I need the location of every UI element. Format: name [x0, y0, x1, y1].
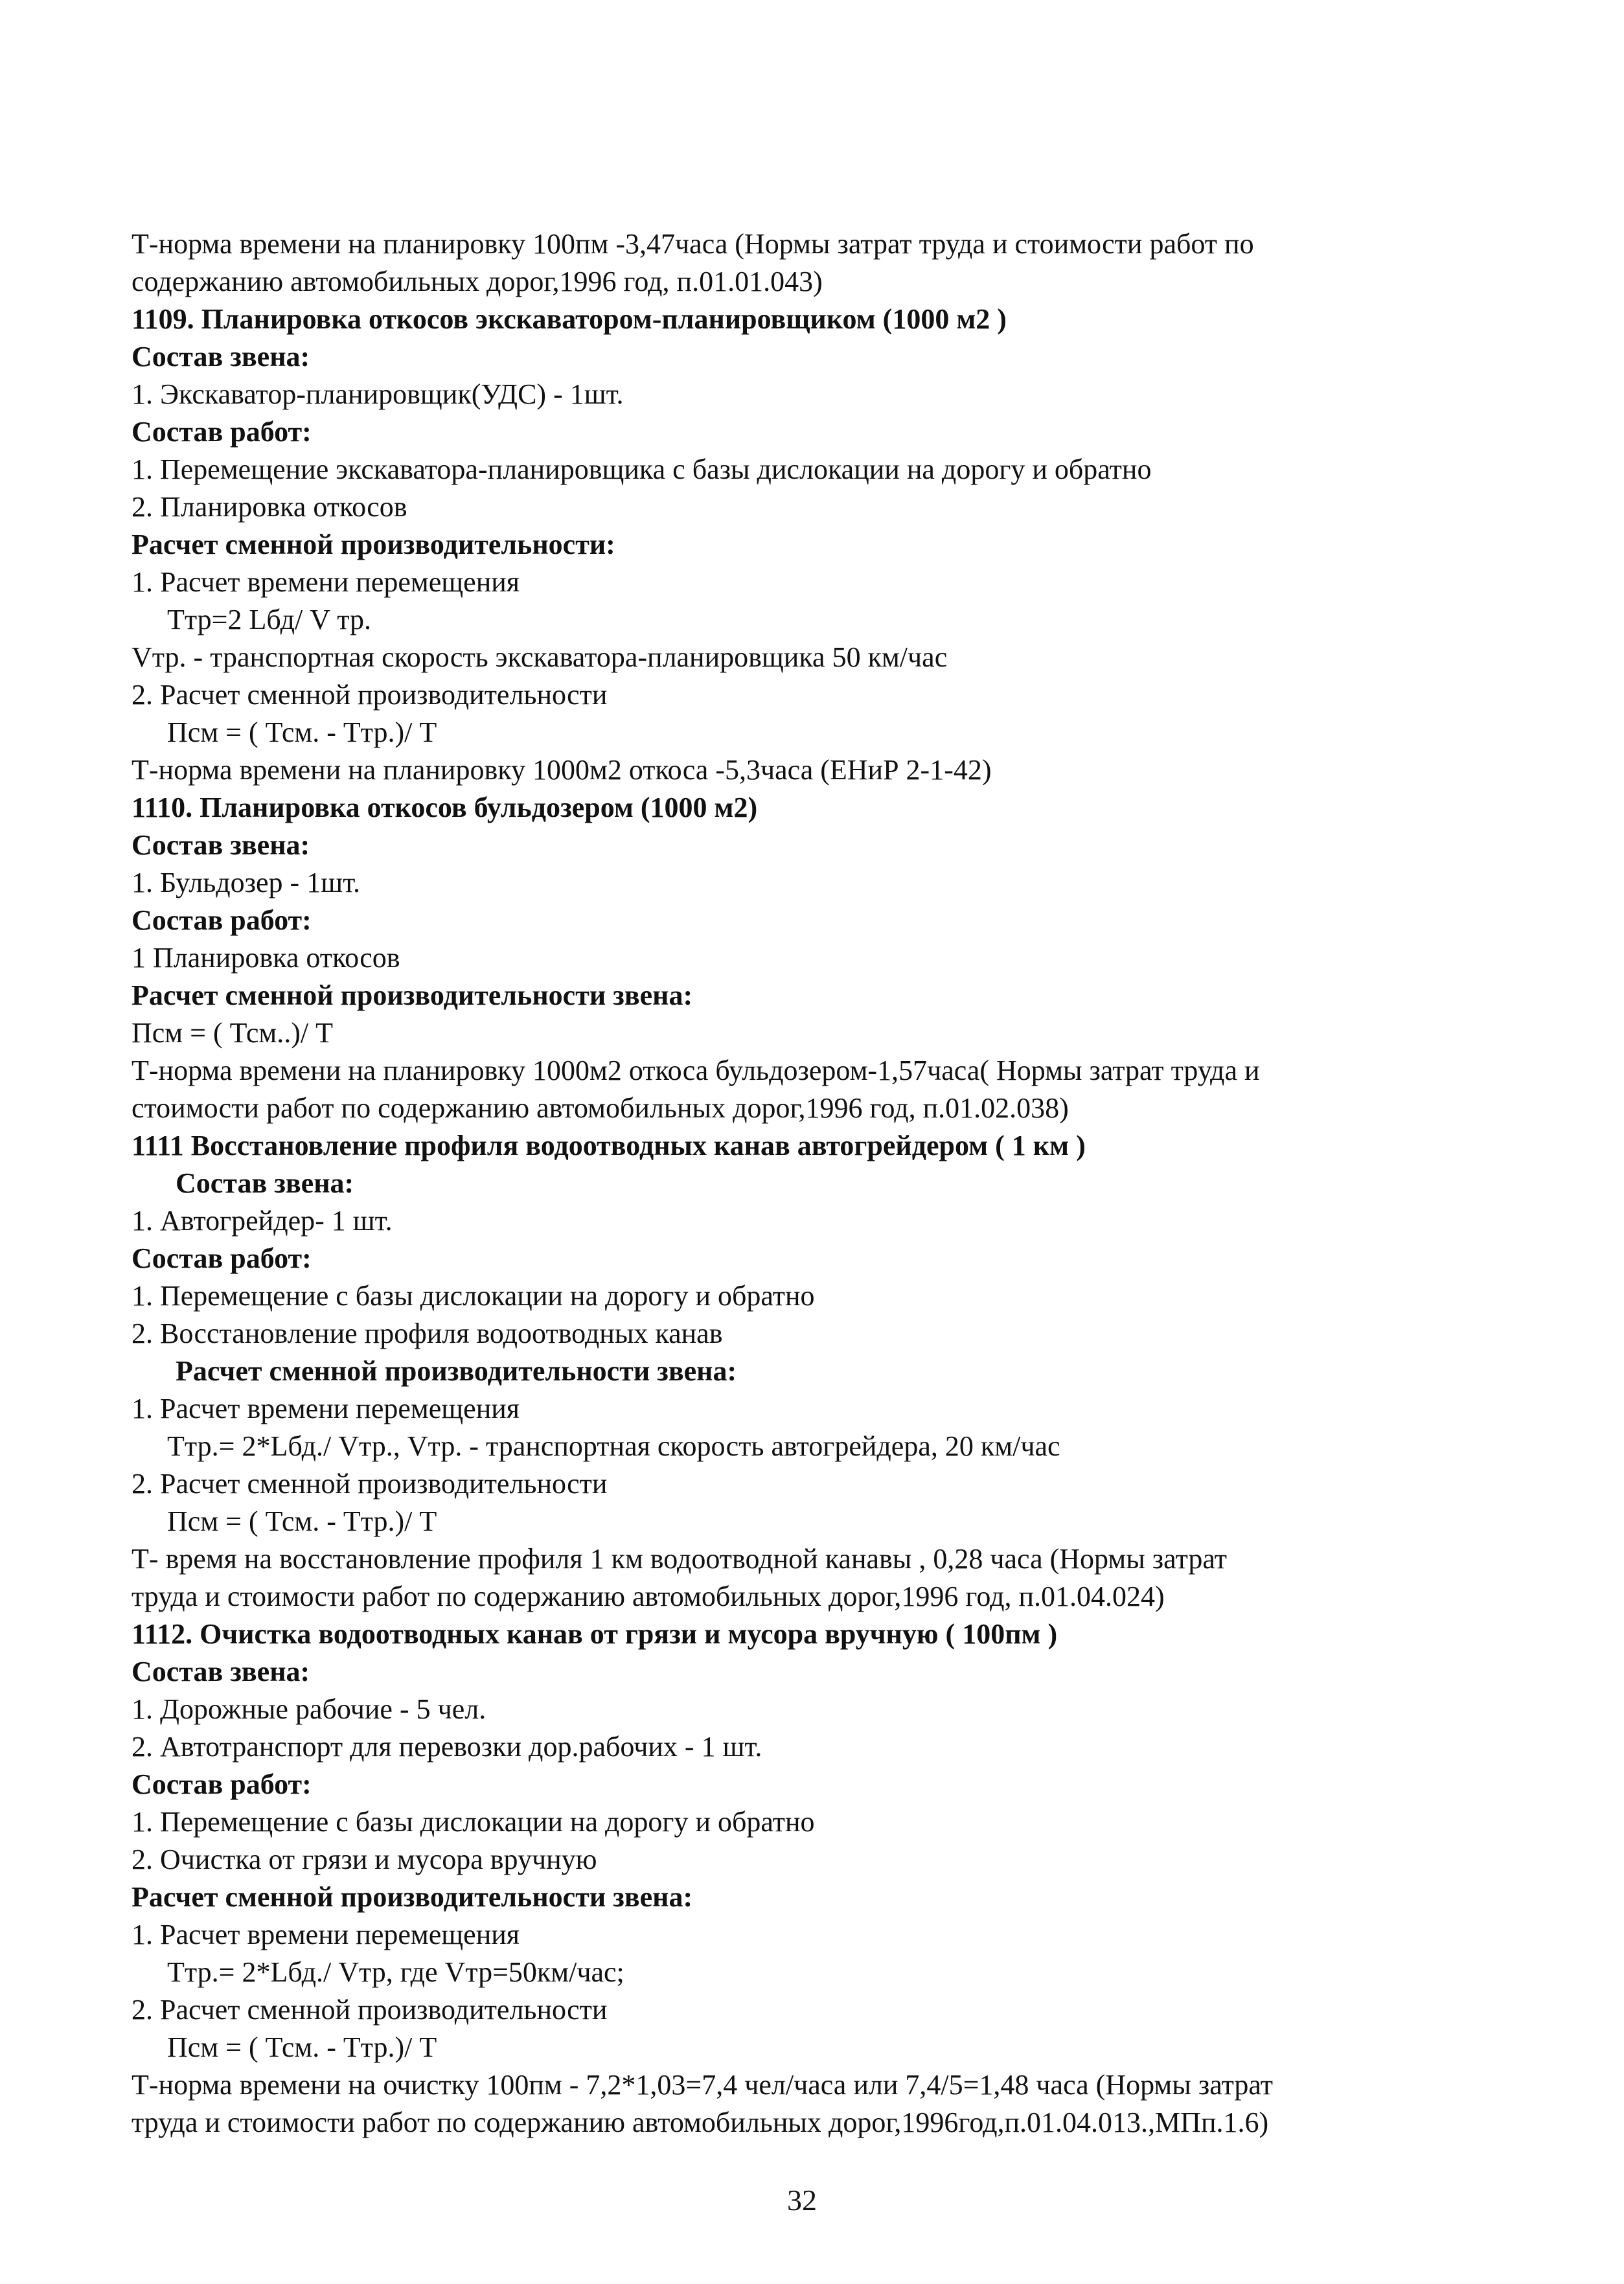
text-line: Псм = ( Тсм..)/ Т — [132, 1017, 333, 1049]
page-number: 32 — [787, 2184, 817, 2217]
text-line: Т-норма времени на планировку 1000м2 откоса -5,3часа (ЕНиР 2-1-42) — [132, 754, 992, 786]
section-heading: Расчет сменной производительности звена: — [132, 1881, 693, 1913]
text-line: 2. Восстановление профиля водоотводных канав — [132, 1318, 723, 1349]
text-line: Т-норма времени на планировку 100пм -3,47часа (Нормы затрат труда и стоимости работ по — [132, 228, 1254, 260]
text-line: 1. Расчет времени перемещения — [132, 1919, 520, 1950]
text-line: 1. Автогрейдер- 1 шт. — [132, 1205, 393, 1237]
section-heading: Расчет сменной производительности звена: — [132, 979, 693, 1011]
text-line: 2. Планировка откосов — [132, 491, 407, 523]
text-line: Ттр.= 2*Lбд./ Vтр., Vтр. - транспортная скорость автогрейдера, 20 км/час — [167, 1430, 1060, 1462]
section-heading: Расчет сменной производительности звена: — [176, 1355, 737, 1387]
section-heading: Состав звена: — [132, 341, 310, 372]
text-line: Псм = ( Тсм. - Ттр.)/ Т — [167, 1505, 437, 1537]
document-body — [132, 225, 1505, 2141]
text-line: стоимости работ по содержанию автомобильных дорог,1996 год, п.01.02.038) — [132, 1092, 1069, 1124]
section-heading: Состав работ: — [132, 1242, 312, 1274]
text-line: 1 Планировка откосов — [132, 942, 400, 974]
text-line: Т-норма времени на планировку 1000м2 откоса бульдозером-1,57часа( Нормы затрат труда и — [132, 1055, 1260, 1086]
section-heading: Состав звена: — [132, 829, 310, 861]
section-heading: Состав звена: — [176, 1167, 354, 1199]
section-heading: Расчет сменной производительности: — [132, 529, 615, 560]
text-line: 1. Расчет времени перемещения — [132, 1393, 520, 1424]
section-heading: Состав работ: — [132, 904, 312, 936]
section-heading: 1110. Планировка откосов бульдозером (1000 м2) — [132, 792, 758, 823]
text-line: 2. Расчет сменной производительности — [132, 1994, 608, 2026]
text-line: 1. Бульдозер - 1шт. — [132, 867, 361, 898]
text-line: Ттр=2 Lбд/ V тр. — [167, 604, 371, 635]
text-line: Vтр. - транспортная скорость экскаватора-планировщика 50 км/час — [132, 641, 948, 673]
section-heading: Состав работ: — [132, 416, 312, 448]
section-heading: 1109. Планировка откосов экскаватором-планировщиком (1000 м2 ) — [132, 303, 1007, 335]
text-line: Т- время на восстановление профиля 1 км водоотводной канавы , 0,28 часа (Нормы затрат — [132, 1543, 1227, 1575]
text-line: Псм = ( Тсм. - Ттр.)/ Т — [167, 2031, 437, 2063]
text-line: Ттр.= 2*Lбд./ Vтр, где Vтр=50км/час; — [167, 1956, 624, 1988]
section-heading: 1112. Очистка водоотводных канав от грязи и мусора вручную ( 100пм ) — [132, 1618, 1058, 1650]
text-line: 1. Дорожные рабочие - 5 чел. — [132, 1693, 486, 1725]
text-line: 1. Экскаватор-планировщик(УДС) - 1шт. — [132, 378, 624, 410]
text-line: 1. Расчет времени перемещения — [132, 566, 520, 598]
text-line: 1. Перемещение с базы дислокации на дорогу и обратно — [132, 1280, 815, 1312]
text-line: труда и стоимости работ по содержанию автомобильных дорог,1996год,п.01.04.013.,МПп.1.6) — [132, 2107, 1269, 2138]
text-line: 1. Перемещение с базы дислокации на дорогу и обратно — [132, 1806, 815, 1838]
section-heading: Состав звена: — [132, 1656, 310, 1687]
text-line: труда и стоимости работ по содержанию автомобильных дорог,1996 год, п.01.04.024) — [132, 1581, 1165, 1612]
text-line: содержанию автомобильных дорог,1996 год, п.01.01.043) — [132, 266, 823, 297]
text-line: 2. Расчет сменной производительности — [132, 1468, 608, 1500]
text-line: Т-норма времени на очистку 100пм - 7,2*1,03=7,4 чел/часа или 7,4/5=1,48 часа (Нормы затрат — [132, 2069, 1273, 2101]
section-heading: Состав работ: — [132, 1768, 312, 1800]
text-line: 2. Очистка от грязи и мусора вручную — [132, 1844, 597, 1875]
text-line: 2. Автотранспорт для перевозки дор.рабочих - 1 шт. — [132, 1731, 762, 1763]
text-line: Псм = ( Тсм. - Ттр.)/ Т — [167, 716, 437, 748]
text-line: 1. Перемещение экскаватора-планировщика с базы дислокации на дорогу и обратно — [132, 453, 1152, 485]
text-line: 2. Расчет сменной производительности — [132, 679, 608, 711]
section-heading: 1111 Восстановление профиля водоотводных канав автогрейдером ( 1 км ) — [132, 1130, 1086, 1161]
